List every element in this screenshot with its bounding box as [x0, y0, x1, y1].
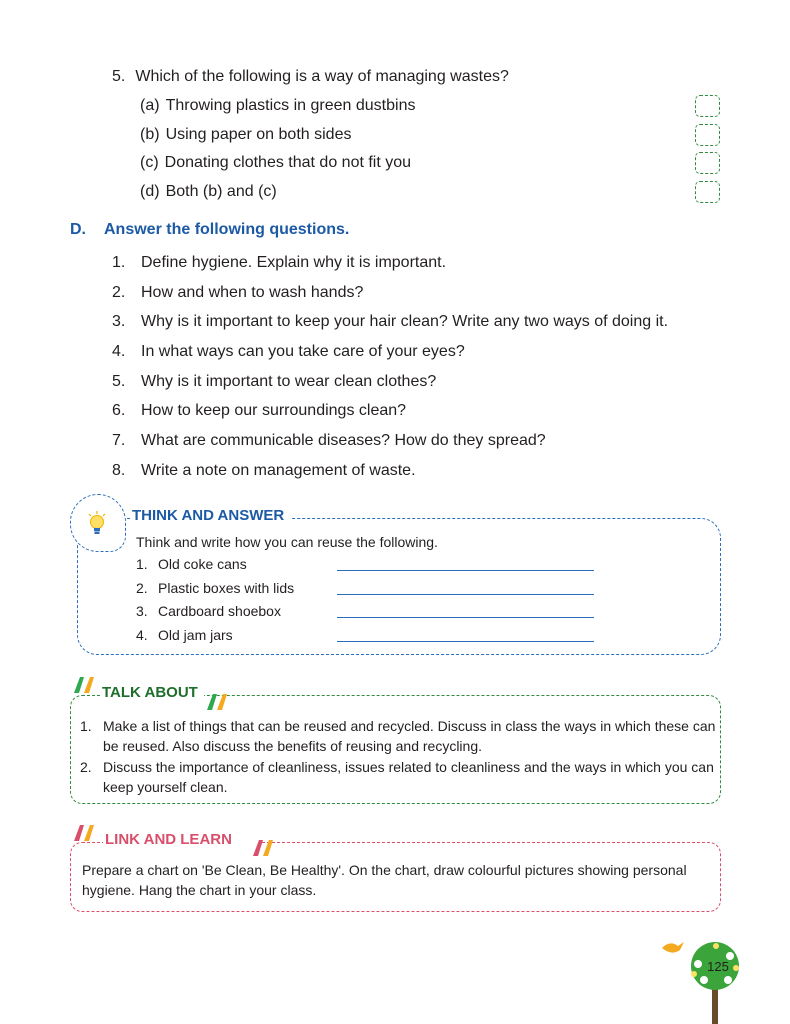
- item-text: Old jam jars: [158, 626, 233, 643]
- list-item: [80, 758, 720, 797]
- option-c: [140, 152, 411, 174]
- item-number: 3.: [112, 313, 126, 331]
- item-text: Define hygiene. Explain why it is important.: [141, 254, 447, 271]
- item-number: 2.: [112, 283, 126, 301]
- item-text: Why is it important to wear clean clothes?: [141, 372, 437, 390]
- option-d: [140, 181, 277, 203]
- item-text: In what ways can you take care of your eyes?: [141, 343, 465, 361]
- answer-checkbox-d[interactable]: [695, 181, 720, 203]
- answer-line[interactable]: [337, 641, 594, 642]
- item-number: 5.: [112, 372, 126, 390]
- answer-checkbox-c[interactable]: [695, 152, 720, 174]
- think-and-answer-title: THINK AND ANSWER: [132, 507, 292, 524]
- link-and-learn-text: Prepare a chart on 'Be Clean, Be Healthy'. On the chart, draw colourful pictures showing personal hygiene. Hang the chart in your class.: [82, 862, 687, 898]
- link-and-learn-title: LINK AND LEARN: [103, 831, 262, 848]
- item-number: 4.: [112, 343, 126, 361]
- list-item: [136, 627, 294, 651]
- lightbulb-icon: [86, 510, 108, 538]
- item-number: 1.: [112, 254, 126, 271]
- answer-checkbox-b[interactable]: [695, 124, 720, 146]
- open-quote-icon: [72, 823, 96, 843]
- list-item: [112, 282, 668, 312]
- option-label: (d): [140, 183, 160, 200]
- question-list: [112, 252, 668, 490]
- item-number: 4.: [136, 626, 148, 643]
- talk-about-title: TALK ABOUT: [100, 684, 204, 701]
- option-label: (a): [140, 97, 160, 114]
- option-text: Throwing plastics in green dustbins: [165, 97, 416, 114]
- answer-line[interactable]: [337, 570, 594, 571]
- think-intro: Think and write how you can reuse the following.: [136, 534, 438, 550]
- question-number: 5.: [112, 68, 126, 85]
- list-item: [112, 371, 668, 401]
- item-number: 1.: [136, 556, 148, 572]
- open-quote-icon: [72, 675, 96, 695]
- option-text: Donating clothes that do not fit you: [164, 154, 412, 171]
- section-title: Answer the following questions.: [104, 221, 350, 238]
- item-text: What are communicable diseases? How do they spread?: [141, 432, 546, 450]
- answer-checkbox-a[interactable]: [695, 95, 720, 117]
- close-quote-icon: [203, 692, 229, 712]
- option-b: [140, 124, 351, 146]
- option-text: Using paper on both sides: [165, 126, 352, 143]
- item-number: 7.: [112, 432, 126, 450]
- close-quote-icon: [249, 838, 275, 858]
- list-item: [112, 460, 668, 490]
- item-number: 8.: [112, 461, 126, 479]
- item-number: 2.: [136, 579, 148, 596]
- list-item: [136, 580, 294, 604]
- question-text: Which of the following is a way of managing wastes?: [135, 68, 509, 85]
- item-number: 3.: [136, 603, 148, 619]
- option-label: (c): [140, 154, 159, 171]
- list-item: [136, 556, 294, 580]
- item-text: How to keep our surroundings clean?: [141, 402, 407, 420]
- item-number: 6.: [112, 402, 126, 420]
- list-item: [136, 603, 294, 627]
- list-item: [80, 717, 720, 756]
- option-label: (b): [140, 126, 160, 143]
- talk-about-list: [80, 717, 720, 799]
- answer-line[interactable]: [337, 594, 594, 595]
- item-text: Write a note on management of waste.: [141, 461, 416, 479]
- item-number: 1.: [80, 718, 92, 734]
- section-d-heading: [70, 221, 349, 239]
- tree-icon: [658, 934, 750, 1024]
- list-item: [112, 252, 668, 282]
- list-item: [112, 311, 668, 341]
- item-number: 2.: [80, 759, 92, 775]
- item-text: How and when to wash hands?: [141, 283, 364, 301]
- option-text: Both (b) and (c): [165, 183, 277, 200]
- item-text: Why is it important to keep your hair clean? Write any two ways of doing it.: [141, 313, 669, 331]
- mcq-question: [112, 66, 509, 88]
- section-letter: D.: [70, 221, 86, 238]
- list-item: [112, 430, 668, 460]
- list-item: [112, 400, 668, 430]
- item-text: Plastic boxes with lids: [158, 579, 295, 596]
- item-text: Discuss the importance of cleanliness, issues related to cleanliness and the ways in which you can keep yourself clean.: [103, 759, 714, 795]
- reuse-item-list: [136, 556, 294, 650]
- list-item: [112, 341, 668, 371]
- bird-icon: [662, 942, 684, 953]
- answer-line[interactable]: [337, 617, 594, 618]
- option-a: [140, 95, 415, 117]
- item-text: Cardboard shoebox: [158, 603, 281, 619]
- item-text: Old coke cans: [158, 556, 247, 572]
- item-text: Make a list of things that can be reused and recycled. Discuss in class the ways in which these can be reused. Also discuss the benefits of reusing and recycling.: [103, 718, 716, 754]
- page-number: 125: [707, 959, 729, 974]
